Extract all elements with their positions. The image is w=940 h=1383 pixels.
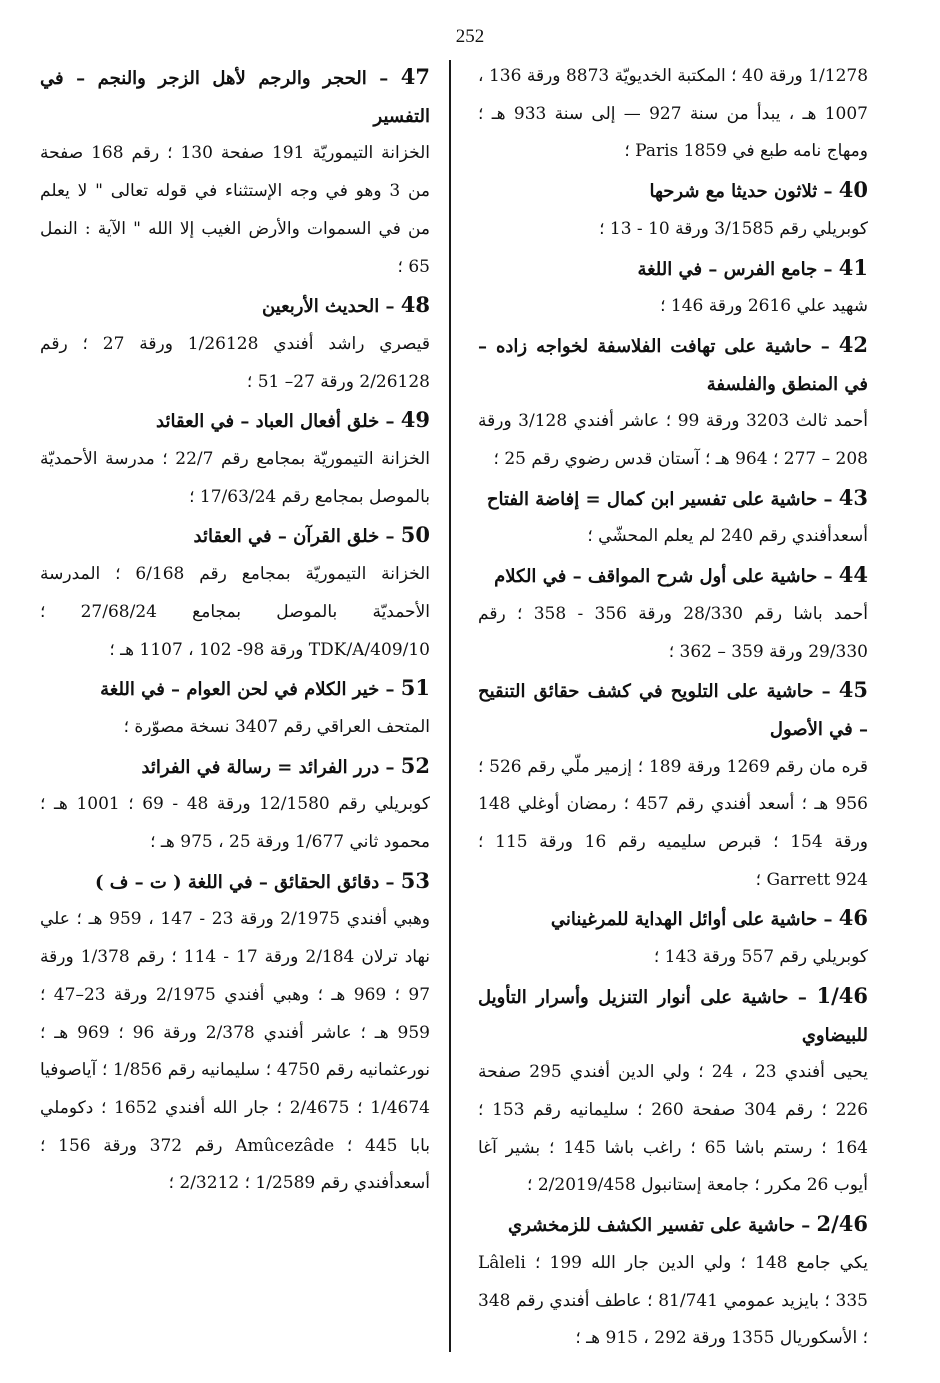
manuscript-locations: وهبي أفندي 2/1975 ورقة 23 - 147 ، 959 هـ ؛ علي نهاد ترلان 2/184 ورقة 17 - 114 ؛ رقم 1/378 ورقة 97 ؛ 969 هـ ؛ وهبي أفندي 2/1975 ورقة 23–47 ؛ 959 هـ ؛ عاشر أفندي 2/378 ورقة 96 ؛ 969 هـ ؛ نورعثمانيه رقم 4750 ؛ سليمانيه رقم 1/856 ؛ آياصوفيا 1/4674 ؛ 2/4675 ؛ جار الله أفندي 1652 ؛ دكوملي بابا 445 ؛ Amûcezâde رقم 372 ورقة 156 ؛ أسعدأفندي رقم 1/2589 ؛ 2/3212 ؛: [40, 909, 431, 1194]
manuscript-locations: 1/1278 ورقة 40 ؛ المكتبة الخديويّة 8873 ورقة 136 ، 1007 هـ ، يبدأ من سنة 927 — إلى سنة 933 هـ ؛ ومهاج نامه طبع في Paris 1859 ؛: [478, 66, 869, 162]
entry-title: [40, 401, 430, 441]
entry-number: 52: [400, 752, 430, 778]
entry-title-text: – حاشية على تهافت الفلاسفة لخواجه زاده – في المنطق والفلسفة: [478, 335, 868, 395]
manuscript-locations: الخزانة التيموريّة بمجامع رقم 6/168 ؛ المدرسة الأحمديّة بالموصل بمجامع 27/68/24 ؛ TDK/A/409/10 ورقة 98- 102 ، 1107 هـ ؛: [40, 564, 430, 660]
entry-title-text: – خلق أفعال العباد – في العقائد: [156, 411, 401, 433]
entry-number: 41: [838, 254, 868, 280]
entry-title-text: – درر الفرائد = رسالة في الفرائد: [141, 756, 401, 778]
entry-number: 50: [400, 522, 430, 548]
entry-title-text: – جامع الفرس – في اللغة: [637, 258, 839, 280]
manuscript-locations: أسعدأفندي رقم 240 لم يعلم المحشّي ؛: [587, 526, 868, 547]
entry-title-text: – حاشية على أنوار التنزيل وأسرار التأويل للبيضاوي: [478, 986, 868, 1046]
entry-title-text: – ثلاثون حديثا مع شرحها: [649, 181, 839, 203]
manuscript-locations: شهيد علي 2616 ورقة 146 ؛: [660, 296, 868, 317]
manuscript-locations: كوبريلي رقم 3/1585 ورقة 10 - 13 ؛: [599, 218, 868, 239]
manuscript-locations: كوبريلي رقم 12/1580 ورقة 48 - 69 ؛ 1001 هـ ؛ محمود ثاني 1/677 ورقة 25 ، 975 هـ ؛: [40, 794, 430, 853]
entry-number: 1/46: [816, 982, 868, 1008]
entry-number: 40: [838, 177, 868, 203]
manuscript-locations: الخزانة التيموريّة 191 صفحة 130 ؛ رقم 168 صفحة من 3 وهو في وجه الإستثناء في قوله تعالى " لا يعلم من في السموات والأرض الغيب إلا الله " الآية : النمل 65 ؛: [40, 143, 431, 277]
manuscript-locations: أحمد باشا رقم 28/330 ورقة 356 - 358 ؛ رقم 29/330 ورقة 359 – 362 ؛: [478, 603, 868, 662]
manuscript-locations: يكي جامع 148 ؛ ولي الدين جار الله 199 ؛ Lâleli 335 ؛ بايزيد عمومي 81/741 ؛ عاطف أفندي رقم 348 ؛ الأسكوريال 1355 ورقة 292 ، 915 هـ ؛: [478, 1252, 868, 1349]
entry-number: 45: [838, 677, 868, 703]
entry-number: 43: [838, 484, 868, 510]
entry-title: [478, 1205, 868, 1245]
entry-title: [40, 747, 430, 787]
entry-title: [478, 171, 868, 211]
manuscript-locations: أحمد ثالث 3203 ورقة 99 ؛ عاشر أفندي 3/128 ورقة 208 – 277 ؛ 964 هـ ؛ آستان قدس رضوي رقم 25 ؛: [478, 411, 868, 470]
manuscript-locations: قيصري راشد أفندي 1/26128 ورقة 27 ؛ رقم 2/26128 ورقة 27– 51 ؛: [40, 333, 430, 392]
entry-title: [478, 479, 868, 519]
entry-title: [478, 899, 868, 939]
column-divider: [449, 60, 451, 1352]
manuscript-locations: المتحف العراقي رقم 3407 نسخة مصوّرة ؛: [123, 716, 430, 737]
entry-title: [40, 669, 430, 709]
left-column: [40, 58, 430, 1203]
entry-title: [40, 516, 430, 556]
entry-title: [478, 671, 868, 748]
entry-title-text: – خير الكلام في لحن العوام – في اللغة: [100, 679, 401, 701]
entry-title-text: – الحديث الأربعين: [261, 296, 401, 318]
entry-title-text: – حاشية على تفسير الكشف للزمخشري: [508, 1215, 817, 1237]
entry-title-text: – خلق القرآن – في العقائد: [193, 526, 401, 548]
entry-number: 46: [838, 905, 868, 931]
entry-title-text: – دقائق الحقائق – في اللغة ( ت – ف ): [94, 871, 401, 893]
entry-number: 47: [400, 64, 430, 89]
manuscript-locations: يحيى أفندي 23 ، 24 ؛ ولي الدين أفندي 295 صفحة 226 ؛ رقم 304 صفحة 260 ؛ سليمانيه رقم 153 ؛ 164 ؛ رستم باشا 65 ؛ راغب باشا 145 ؛ بشير آغا أيوب 26 مكرر ؛ جامعة إستانبول 2/2019/458 ؛: [478, 1062, 869, 1196]
entry-number: 2/46: [816, 1211, 868, 1237]
entry-number: 51: [400, 675, 430, 701]
entry-title-text: – حاشية على أول شرح المواقف – في الكلام: [494, 566, 839, 588]
entry-number: 44: [838, 562, 868, 588]
manuscript-locations: كوبريلي رقم 557 ورقة 143 ؛: [653, 947, 868, 968]
entry-title-text: – حاشية على التلويح في كشف حقائق التنقيح – في الأصول: [478, 681, 868, 740]
entry-title: [40, 58, 430, 135]
page-number: 252: [455, 26, 485, 47]
entry-title: [478, 977, 868, 1054]
entry-title: [40, 286, 430, 326]
entry-number: 53: [400, 867, 430, 893]
entry-title: [40, 862, 430, 902]
right-column: [478, 58, 868, 1358]
entry-number: 49: [400, 407, 430, 433]
manuscript-locations: قره مان رقم 1269 ورقة 189 ؛ إزمير ملّي رقم 526 ؛ 956 هـ ؛ أسعد أفندي رقم 457 ؛ رمضان أوغلي 148 ورقة 154 ؛ قبرص سليميه رقم 16 ورقة 115 ؛ Garrett 924 ؛: [478, 756, 869, 890]
entry-number: 48: [400, 292, 430, 318]
entry-number: 42: [838, 331, 868, 357]
entry-title: [478, 249, 868, 289]
entry-title-text: – حاشية على تفسير ابن كمال = إفاضة الفتاح: [486, 488, 839, 510]
entry-title-text: – حاشية على أوائل الهداية للمرغيناني: [550, 909, 839, 931]
entry-title: [478, 326, 868, 403]
entry-title-text: – الحجر والرجم لأهل الزجر والنجم – في التفسير: [40, 68, 430, 127]
entry-title: [478, 556, 868, 596]
manuscript-locations: الخزانة التيموريّة بمجامع رقم 22/7 ؛ مدرسة الأحمديّة بالموصل بمجامع رقم 17/63/24 ؛: [40, 449, 430, 507]
